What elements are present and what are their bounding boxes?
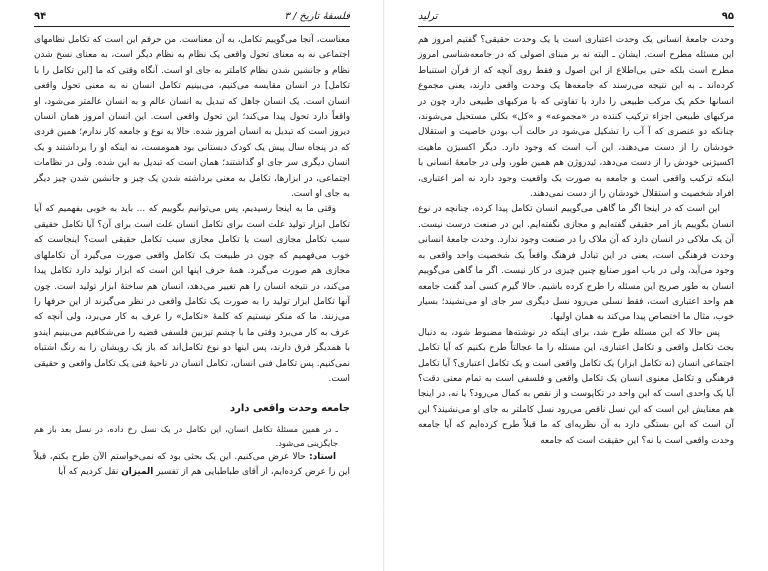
speaker-label: استاد:: [309, 451, 336, 462]
question-note: ـ در همین مسئلهٔ تکامل انسان، این تکامل در یک نسل رخ داده، در نسل بعد باز هم جایگزینی می‌شود.: [34, 423, 338, 448]
right-running-head: [418, 10, 734, 24]
left-paragraph-2: وقتی ما به اینجا رسیدیم، پس می‌توانیم بگوییم که ... باید به خوبی بفهمیم که آیا تکامل ابزار تولید علت است برای تکامل انسان علت است برای آن؟ آیا تکامل حقیقی سبب تکامل مجازی است یا تکامل مجازی سبب تکامل حقیقی است؟ اینجاست که خوب می‌فهمیم که چون در طبیعت یک تکامل واقعی صورت می‌گیرد آن تکاملهای مجازی هم صورت می‌گیرد. همهٔ حرف اینها این است که ابزار تولید دارد تکامل پیدا می‌کند، در نتیجه انسان را هم تغییر می‌دهد، انسان هم ساختهٔ ابزار تولید است. چون آنها تکامل ابزار تولید را به صورت یک تکامل واقعی در نظر می‌گیرند از این حرفها را می‌زنند. ما که منکر نیستیم که کلمهٔ «تکامل» را عرف به کار می‌برد، ولی آنچه که عرف به کار می‌برد وقتی ما با چشم تیزبین فلسفی قضیه را می‌شکافیم می‌بینیم ایندو با همدیگر فرق دارند، پس اینها دو نوع تکامل‌اند که باز یک رویشان را به رنگ اشتباه نمی‌کنیم. پس تکامل فنی انسان، تکامل انسان در ناحیهٔ فنی یک تکامل واقعی و حقیقی است.: [34, 204, 350, 384]
right-header-rule: [418, 26, 734, 27]
right-paragraph-3: پس حالا که این مسئله طرح شد، برای اینکه در نوشته‌ها مضبوط شود، به دنبال بحث تکامل واقعی و تکامل اعتباری، این مسئله را ما عجالتاً طرح بکنیم که آیا تکامل اجتماعی انسان (نه تکامل ابزار) یک تکامل واقعی است و یک تکامل اعتباری؟ آیا تکامل فرهنگی و تکامل معنوی انسان یک تکامل واقعی و فلسفی است به تمام معنی دقت؟ آیا یک واحدی است که این واحد در تکاپوست و از نقص به کمال می‌رود؟ یا نه، در اینجا هم معنایش این است که این نسل ناقص می‌رود نسل کاملتر به جای او می‌نشیند؟ این آن است که این بستگی دارد به آن نظریه‌ای که ما قبلاً طرح کرده‌ایم که آیا جامعه وحدت واقعی است یا نه؟ این حقیقت است که جامعه: [418, 327, 734, 446]
left-running-head: [34, 10, 350, 24]
left-header-rule: [34, 26, 350, 27]
right-page-number: ۹۵: [721, 11, 734, 22]
speaker-bold-term: المیزان: [121, 467, 154, 478]
right-paragraph-1: وحدت جامعهٔ انسانی یک وحدت اعتباری است یا یک وحدت حقیقی؟ گفتیم امروز هم این مسئله مطرح است. ایشان ـ البته نه بر مبنای اصولی که در جامعه‌شناسی امروز مطرح است بلکه حتی بی‌اطلاع از این اصول و فقط روی آنچه که از قرآن استنباط کرده‌اند ـ به این نتیجه می‌رسند که جامعه‌ها یک وحدت واقعی دارند، یعنی مجموع انسانها حکم یک مرکب طبیعی را دارد با تفاوتی که با مرکبهای طبیعی دارد چون در مرکبهای طبیعی اجزاء ترکیب کننده در «مجموعه» و «کل» بکلی مستحیل می‌شوند، چنانکه دو عنصری که آ آب را تشکیل می‌شود در حالت آب بودن خاصیت و استقلال خودشان را از دست می‌دهند، این آب است که وجود دارد. دیگر اکسیژن ماهیت اکسیژنی خودش را از دست می‌دهد، ئیدروژن هم همین طور، ولی در جامعهٔ انسانی با اینکه ترکیب واقعی است و جامعه به صورت یک واقعیت وجود دارد نه امر اعتباری، افراد شخصیت و استقلال خودشان را از دست نمی‌دهند.: [418, 35, 734, 200]
left-body-text: [34, 33, 350, 481]
left-page-number: ۹۴: [34, 11, 47, 22]
section-heading: جامعه وحدت واقعی دارد: [230, 403, 350, 415]
speaker-tail: نقل کردیم که آیا: [58, 467, 119, 478]
right-paragraph-2: این است که در اینجا اگر ما گاهی می‌گوییم انسان تکامل پیدا کرده، چنانچه در نوع انسان بگوییم باز امر حقیقی گفته‌ایم و مجازی نگفته‌ایم. این در صنعت درست نیست. آن یک ملاکی در انسان دارد که آن ملاک را در صنعت وجود ندارد. وحدت جامعهٔ انسانی وحدت فرهنگی است، یعنی در این تبادل فرهنگ واقعاً یک شخصیت واحد واقعی به وجود می‌آید، ولی در باب امور صنایع چنین چیزی در کار نیست. اگر ما گاهی می‌گوییم انسان به طور صریح این مسئله را طرح کرده باشیم. حالا گیرم کسی آمد گفت جامعه هم واحد اعتباری است، فقط نسلی می‌رود نسل دیگری سر جای او می‌نشیند؛ بسیار خوب، مثال ما اختصاص پیدا می‌کند به همان اولیها.: [418, 204, 734, 323]
right-page: [384, 0, 768, 571]
speaker-text: حالا عرض می‌کنیم. این یک بحثی بود که نمی‌خواستم الآن طرح بکنم، قبلاً این را عرض کرده‌ایم، از آقای طباطبایی هم از تفسیر: [34, 451, 350, 478]
left-paragraph-1: معناست، آنجا می‌گوییم تکامل، به آن معناست. من حرفم این است که تکامل نظامهای اجتماعی نه به معنای تحول واقعی یک نظام به نظام دیگر است، به معنای نسخ شدن نظام و جانشین شدن نظام کاملتر به جای او است. آنگاه وقتی که ما [این تکامل را با تکامل] در انسان مقایسه می‌کنیم، می‌بینیم تکامل انسان نه به معنی تحول واقعی انسان است. یک انسان جاهل که تبدیل به انسان عالم و به انسان عالمتر می‌شود، او واقعاً دارد تحول پیدا می‌کند؛ این تحول واقعی است. این انسان امروز همان انسان دیروز است که تبدیل به انسان امروز شده. حالا به نوع و جامعه کار ندارم؛ همین فردی که در پنجاه سال پیش یک کودک دبستانی بود همومست، نه اینکه او را برداشتند و یک انسان دیگری سر جای او گذاشتند؛ همان است که تبدیل به این شده. ولی در نظامات اجتماعی، در ابزارها، تکامل به معنی برداشته شدن یک چیز و جانشین شدن چیز دیگر به جای او است.: [34, 35, 350, 200]
left-running-title: فلسفهٔ تاریخ / ۳: [284, 11, 350, 22]
right-running-title: ترلید: [418, 11, 438, 22]
speaker-paragraph: [34, 450, 350, 481]
right-body-text: [418, 33, 734, 449]
